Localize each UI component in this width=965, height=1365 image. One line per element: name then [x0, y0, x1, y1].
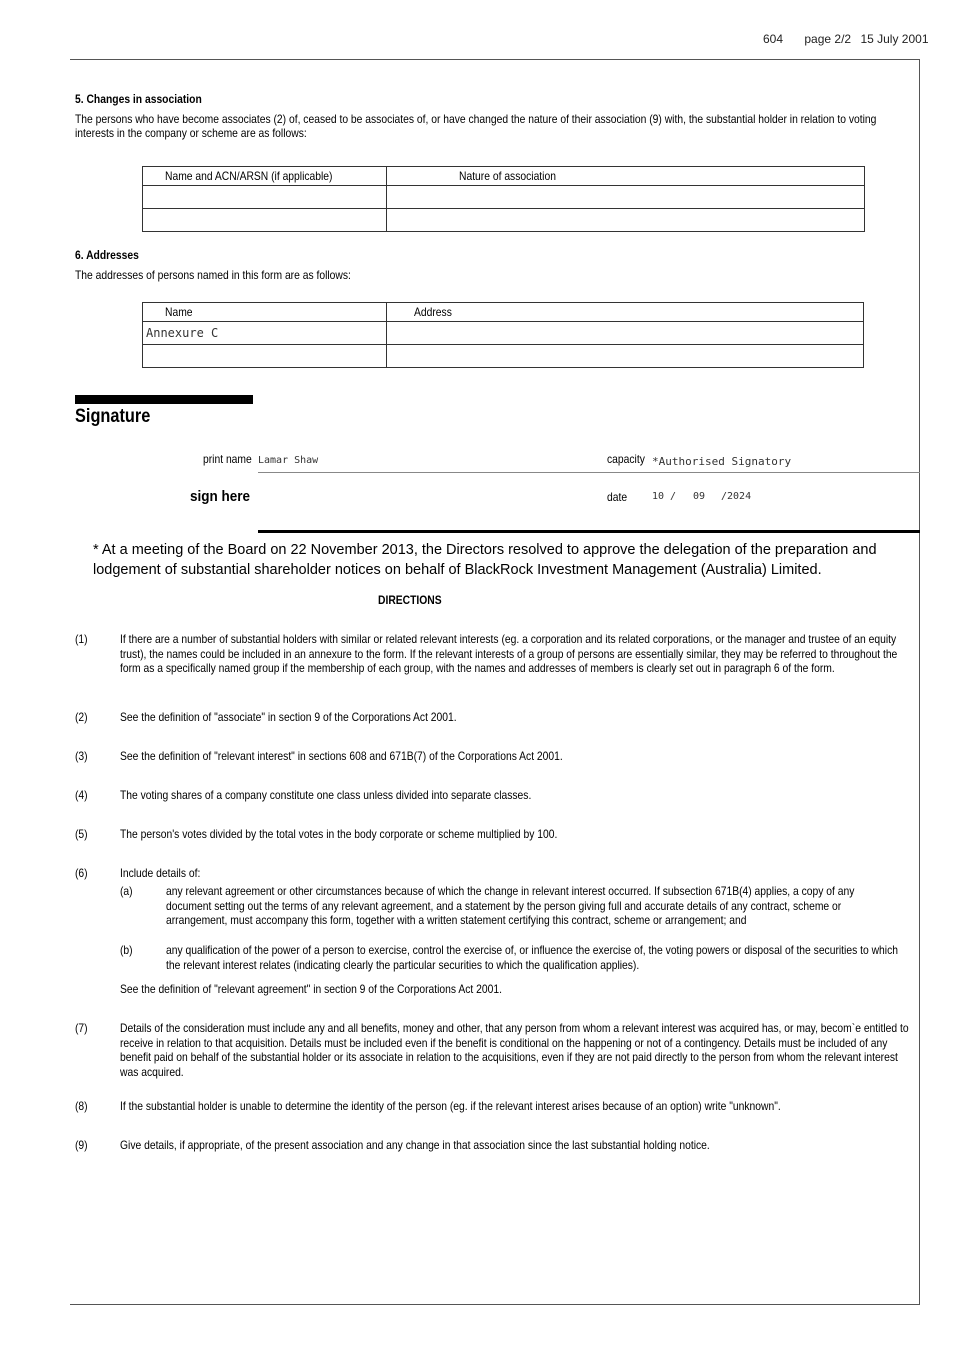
sub-direction-label: (b) — [120, 943, 133, 957]
section-5-text: The persons who have become associates (2) of, ceased to be associates of, or have changed the nature of their association (9) with, the substantial holder in relation to voting interests in the company or scheme are as follows: — [75, 112, 877, 140]
direction-text: Give details, if appropriate, of the present association and any change in that association since the last substantial holding notice. — [120, 1138, 710, 1152]
sub-direction-text: any relevant agreement or other circumstances because of which the change in relevant interest occurred. If subsection 671B(4) applies, a copy of any document setting out the terms of any relevant agreement, and a statement by the person giving full and accurate details of any contract, scheme or arrangement, must accompany this form, together with a written statement certifying this contract, scheme or arrangement; and — [166, 884, 855, 927]
table-cell[interactable] — [143, 186, 387, 209]
form-number: 604 — [763, 32, 784, 46]
direction-number: (9) — [75, 1138, 88, 1152]
table-row — [143, 322, 864, 345]
signature-rule — [258, 530, 920, 533]
table-row — [143, 186, 865, 209]
direction-text: See the definition of "relevant interest" in sections 608 and 671B(7) of the Corporations Act 2001. — [120, 749, 563, 763]
direction-number: (3) — [75, 749, 88, 763]
print-name-rule — [258, 472, 920, 473]
top-rule — [70, 59, 920, 60]
table-cell[interactable] — [387, 186, 865, 209]
section-5-title: 5. Changes in association — [75, 92, 202, 106]
association-table — [142, 166, 865, 232]
col-nature-header: Nature of association — [387, 167, 865, 186]
capacity-value[interactable]: *Authorised Signatory — [652, 455, 792, 468]
sub-direction-footer: See the definition of "relevant agreement" in section 9 of the Corporations Act 2001. — [120, 982, 502, 996]
direction-text: If there are a number of substantial holders with similar or related relevant interests (eg. a corporation and its related corporations, or the manager and trustee of an equity trust), the names could be included in an annexure to the form. If the relevant interests of a group of persons are essentially similar, they may be referred to throughout the form as a specifically named group if the membership of each group, with the names and addresses of members is clearly set out in paragraph 6 of the form. — [120, 632, 898, 675]
section-6-text: The addresses of persons named in this form are as follows: — [75, 268, 351, 282]
direction-number: (8) — [75, 1099, 88, 1113]
direction-text: Details of the consideration must include any and all benefits, money and other, that any person from whom a relevant interest was acquired has, or may, becom`e entitled to receive in relation to that acquisition. Details must be included even if the benefit is conditional on the happening or not of a contingency. Details must be included of any benefit paid on behalf of the substantial holder or its associate in relation to the acquisitions, even if they are not paid directly to the person from whom the relevant interest was acquired. — [120, 1021, 909, 1079]
addresses-table — [142, 302, 864, 368]
direction-number: (6) — [75, 866, 88, 880]
sub-direction-text: any qualification of the power of a person to exercise, control the exercise of, or influence the exercise of, the voting powers or disposal of the securities to which the relevant interest relates (indicating clearly the particular securities to which the qualification applies). — [166, 943, 898, 972]
direction-text: The voting shares of a company constitute one class unless divided into separate classes. — [120, 788, 532, 802]
form-date: 15 July 2001 — [860, 32, 929, 46]
col-name-header: Name — [143, 303, 387, 322]
table-cell[interactable] — [387, 345, 864, 368]
table-cell[interactable] — [387, 322, 864, 345]
print-name-label: print name — [203, 452, 252, 466]
direction-number: (7) — [75, 1021, 88, 1035]
board-note: * At a meeting of the Board on 22 November 2013, the Directors resolved to approve the delegation of the preparation and lodgement of substantial shareholder notices on behalf of BlackRock Investment Management (Australia) Limited. — [93, 542, 877, 578]
direction-text: If the substantial holder is unable to determine the identity of the person (eg. if the relevant interest arises because of an option) write "unknown". — [120, 1099, 781, 1113]
date-day[interactable]: 10 / — [652, 491, 677, 502]
capacity-label: capacity — [607, 452, 645, 466]
section-6-title: 6. Addresses — [75, 248, 139, 262]
col-address-header: Address — [387, 303, 864, 322]
print-name-value[interactable]: Lamar Shaw — [258, 455, 319, 466]
signature-title: Signature — [75, 406, 151, 427]
direction-number: (1) — [75, 632, 88, 646]
direction-text: Include details of: — [120, 866, 201, 880]
table-header-row — [143, 167, 865, 186]
table-row — [143, 209, 865, 232]
table-cell[interactable] — [387, 209, 865, 232]
sign-here-label: sign here — [190, 488, 251, 505]
direction-number: (5) — [75, 827, 88, 841]
date-month[interactable]: 09 — [693, 491, 706, 502]
page-number: page 2/2 — [804, 32, 852, 46]
directions-title: DIRECTIONS — [378, 593, 442, 607]
direction-number: (2) — [75, 710, 88, 724]
date-label: date — [607, 490, 628, 504]
signature-bar — [75, 395, 253, 404]
direction-text: See the definition of "associate" in section 9 of the Corporations Act 2001. — [120, 710, 457, 724]
bottom-rule — [70, 1304, 920, 1305]
direction-number: (4) — [75, 788, 88, 802]
address-name-cell[interactable]: Annexure C — [143, 322, 387, 345]
table-cell[interactable] — [143, 209, 387, 232]
direction-text: The person's votes divided by the total votes in the body corporate or scheme multiplied by 100. — [120, 827, 558, 841]
col-name-header: Name and ACN/ARSN (if applicable) — [143, 167, 387, 186]
date-year[interactable]: /2024 — [721, 491, 752, 502]
table-cell[interactable] — [143, 345, 387, 368]
right-rule — [919, 59, 920, 1305]
page-header — [763, 32, 929, 46]
table-row — [143, 345, 864, 368]
sub-direction-label: (a) — [120, 884, 133, 898]
table-header-row — [143, 303, 864, 322]
